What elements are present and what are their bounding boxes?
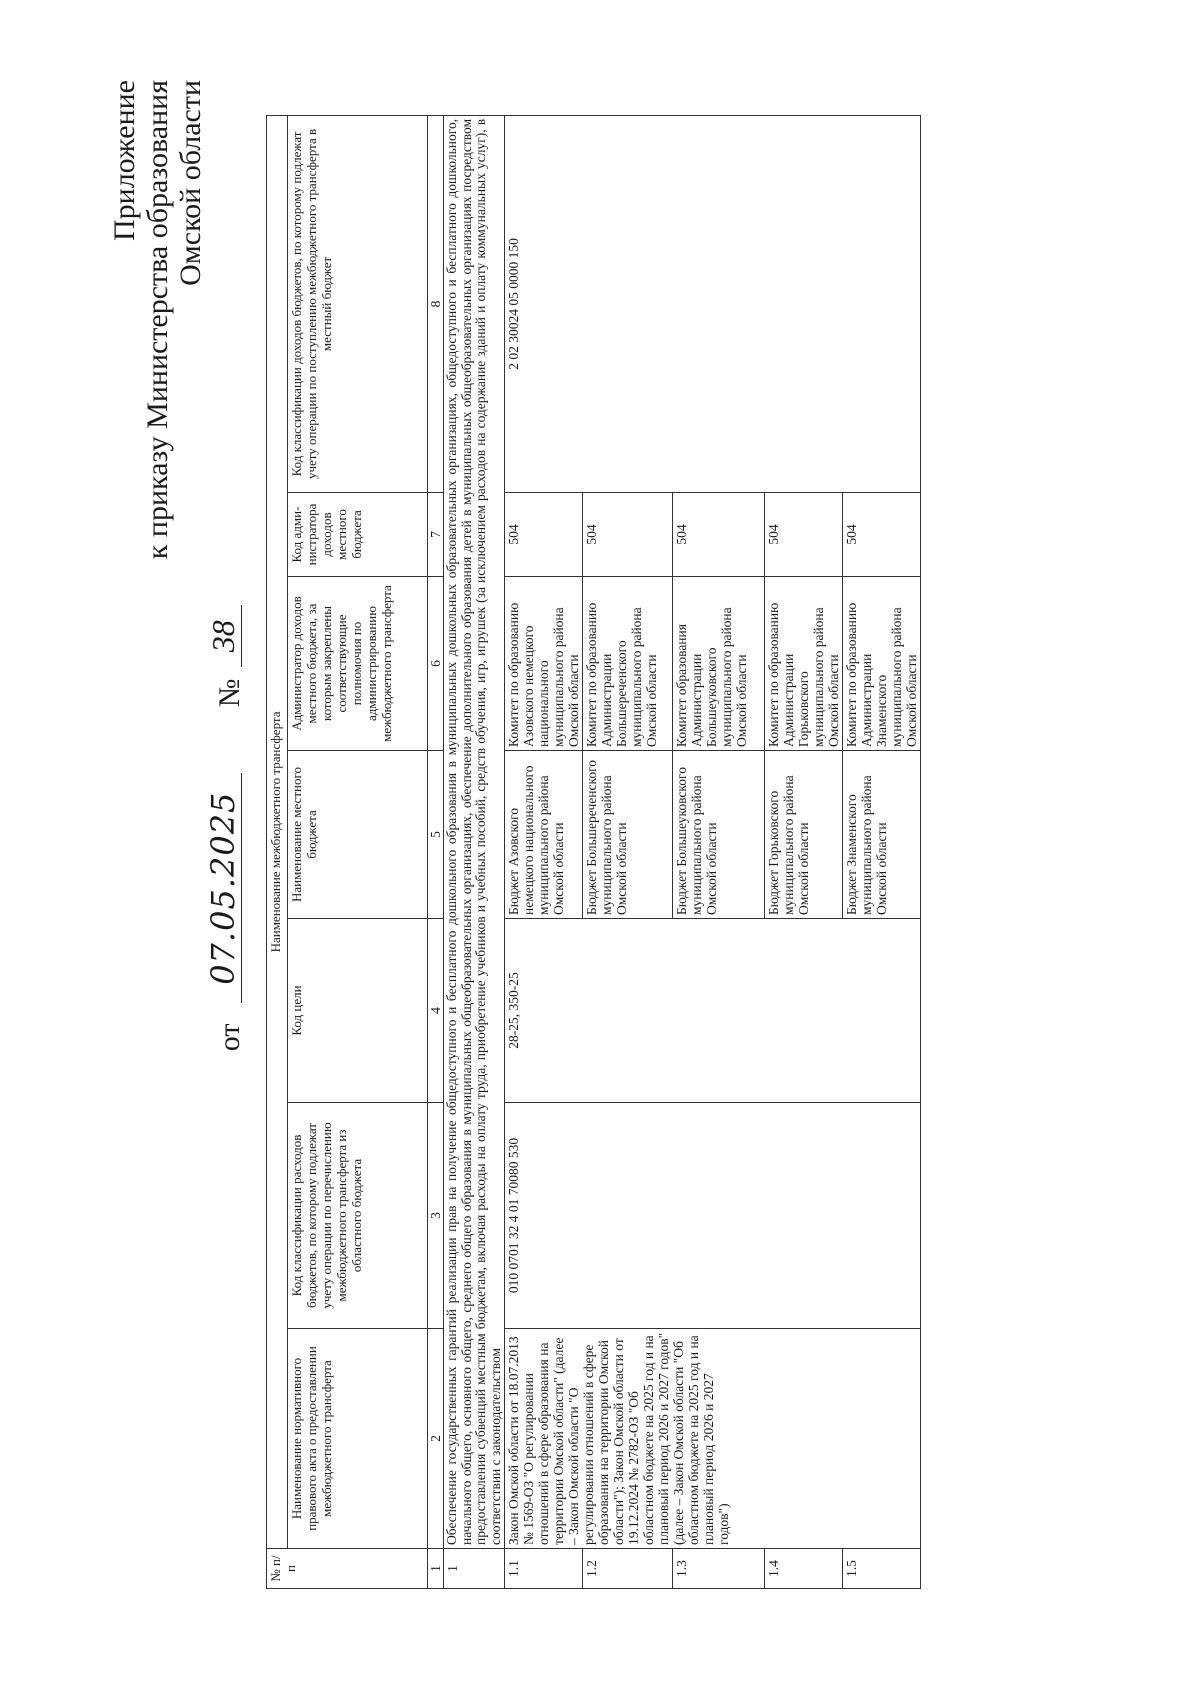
transfer-table	[266, 115, 921, 1589]
group-row	[444, 115, 505, 1588]
admin-code: 504	[765, 493, 843, 577]
row-num: 1.5	[843, 1549, 921, 1589]
index-cell: 5	[428, 751, 444, 919]
group-num: 1	[444, 1549, 505, 1589]
group-description: Обеспечение государственных гарантий реализации прав на получение общедоступного и бесплатного дошкольного образования в муниципальных дошкольных образовательных организациях, общедоступного и бесплатного дошкольного, начального общего, основного общего, среднего общего образования в муниципальных общеобразовательных организациях, обеспечение дополнительного образования детей в муниципальных общеобразовательных организациях посредством предоставления субвенций местным бюджетам, включая расходы на оплату труда, приобретение учебников и учебных пособий, средств обучения, игр, игрушек (за исключением расходов на содержание зданий и оплату коммунальных услуг), в соответствии с законодательством	[444, 115, 505, 1548]
region-name: Омской области	[174, 80, 207, 286]
index-cell: 6	[428, 577, 444, 751]
goal-code: 28-25, 350-25	[505, 919, 921, 1103]
document-header	[108, 80, 249, 1052]
local-budget: Бюджет Большеуковского муниципального района Омской области	[673, 751, 765, 919]
law-reference: Закон Омской области от 18.07.2013 № 1569-ОЗ "О регулировании отношений в сфере образования на территории Омской области" (далее – Закон Омской области "О регулировании отношений в сфере образования на территории Омской области"); Закон Омской области от 19.12.2024 № 2782-ОЗ "Об областном бюджете на 2025 год и на плановый период 2026 и 2027 годов" (далее – Закон Омской области "Об областном бюджете на 2025 год и на плановый период 2026 и 2027 годов")	[505, 1329, 921, 1549]
header-normative-act: Наименование нормативного правового акта о предоставлении межбюджетного трансферта	[288, 1329, 428, 1549]
income-admin: Комитет по образованию Администрации Горьковского муниципального района Омской области	[765, 577, 843, 751]
order-number: 38	[205, 605, 242, 667]
local-budget: Бюджет Знаменского муниципального района Омской области	[843, 751, 921, 919]
income-admin: Комитет по образованию Азовского немецкого национального муниципального района Омской области	[505, 577, 583, 751]
index-cell: 1	[428, 1549, 444, 1589]
order-date: 07.05.2025	[205, 773, 242, 1003]
table-row	[505, 115, 583, 1588]
date-prefix-label: от	[213, 1023, 246, 1052]
order-reference: к приказу Министерства образования	[141, 80, 174, 560]
local-budget: Бюджет Большереченского муниципального района Омской области	[583, 751, 673, 919]
header-income-admin: Администратор доходов местного бюджета, за которым закреплены соответствующие полномочия по администрированию межбюджетного трансферта	[288, 577, 428, 751]
header-local-budget: Наименование местного бюджета	[288, 751, 428, 919]
appendix-title: Приложение	[108, 80, 141, 242]
local-budget: Бюджет Горьковского муниципального района Омской области	[765, 751, 843, 919]
index-cell: 4	[428, 919, 444, 1103]
income-admin: Комитет по образованию Администрации Знаменского муниципального района Омской области	[843, 577, 921, 751]
row-num: 1.1	[505, 1549, 583, 1589]
income-code: 2 02 30024 05 0000 150	[505, 115, 921, 492]
index-row	[428, 115, 444, 1588]
income-admin: Комитет по образованию Администрации Большереченского муниципального района Омской области	[583, 577, 673, 751]
header-expense-code: Код классификации расходов бюджетов, по которому подлежат учету операции по перечислению межбюджетного трансферта из областного бюджета	[288, 1103, 428, 1329]
row-num: 1.2	[583, 1549, 673, 1589]
index-cell: 3	[428, 1103, 444, 1329]
admin-code: 504	[843, 493, 921, 577]
date-number-line	[204, 80, 249, 1052]
admin-code: 504	[673, 493, 765, 577]
row-num: 1.3	[673, 1549, 765, 1589]
index-cell: 7	[428, 493, 444, 577]
header-num: № п/п	[267, 1549, 428, 1589]
local-budget: Бюджет Азовского немецкого национального муниципального района Омской области	[505, 751, 583, 919]
expense-code: 010 0701 32 4 01 70080 530	[505, 1103, 921, 1329]
header-group: Наименование межбюджетного трансферта	[267, 115, 288, 1548]
admin-code: 504	[505, 493, 583, 577]
index-cell: 2	[428, 1329, 444, 1549]
header-income-code: Код классификации доходов бюджетов, по которому подлежат учету операции по поступлению межбюджетного трансферта в местный бюджет	[288, 115, 428, 492]
number-label: №	[213, 678, 246, 708]
index-cell: 8	[428, 115, 444, 492]
header-goal-code: Код цели	[288, 919, 428, 1103]
row-num: 1.4	[765, 1549, 843, 1589]
admin-code: 504	[583, 493, 673, 577]
header-admin-code: Код адми-нистратора доходов местного бюджета	[288, 493, 428, 577]
income-admin: Комитет образования Администрации Большеуковского муниципального района Омской области	[673, 577, 765, 751]
